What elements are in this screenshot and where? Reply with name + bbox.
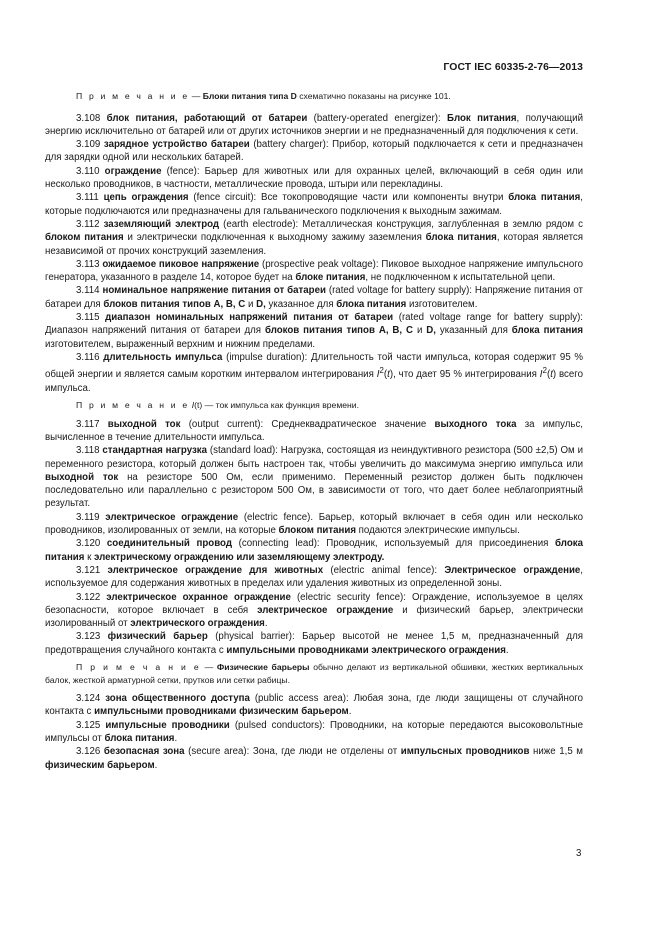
note-impulse-current xyxy=(45,399,583,412)
note-text: обычно делают из вертикальной обшивки, жестких вертикальных балок, жесткой арматурной сетки, прутков или сетки рабицы. xyxy=(45,662,584,685)
clause-3-111 xyxy=(45,191,583,218)
term-ref: Блоки питания типа D xyxy=(202,91,297,101)
clause-number: 3.118 xyxy=(76,445,100,457)
text: (fence): Барьер для животных или для охранных целей, включающий в себя один или несколько проводников, в частности, металлические провода, штыри или перекладины. xyxy=(45,165,583,191)
clause-3-123 xyxy=(45,630,583,657)
text: за импульс, вычисленное в течение длительности импульса. xyxy=(45,418,583,443)
term: стандартная нагрузка xyxy=(102,445,208,457)
math-var: I xyxy=(191,400,195,411)
term-ref: электрического ограждения xyxy=(130,618,265,630)
text: (prospective peak voltage): Пиковое выходное напряжение импульсного генератора, указанного в разделе 14, которое будет на xyxy=(45,258,584,284)
math-var: I xyxy=(376,369,380,381)
term-ref: блоком питания xyxy=(45,232,124,244)
math-sup: 2 xyxy=(379,366,384,376)
term-ref: блока питания xyxy=(104,733,175,745)
text: , которые подключаются или предназначены для гальванического подключения к выходным зажимам. xyxy=(45,192,583,217)
term: зона общественного доступа xyxy=(105,693,250,705)
text: (physical barrier): Барьер высотой не менее 1,5 м, предназначенный для предотвращения случайного контакта с xyxy=(45,631,583,656)
clause-number: 3.112 xyxy=(76,218,100,230)
term-ref: Физические барьеры xyxy=(216,662,310,672)
text: (battery-operated energizer): xyxy=(307,112,447,124)
term-ref: физическим барьером xyxy=(45,759,155,771)
text: (pulsed conductors): Проводники, на которые передаются высоковольтные импульсы от xyxy=(45,719,583,745)
text: на резисторе 500 Ом, если применимо. Переменный резистор должен быть подключен последовательно или параллельно с резистором 500 Ом, в зависимости от того, что дает более неблагоприятный результат. xyxy=(45,471,583,510)
text: . xyxy=(264,618,268,630)
term-ref: электрическое ограждение xyxy=(257,604,394,616)
text: и xyxy=(413,325,427,337)
term-ref: блока питания xyxy=(511,325,583,337)
clause-3-121 xyxy=(45,564,583,591)
text: (electric animal fence): xyxy=(323,564,445,576)
clause-3-117 xyxy=(45,418,583,445)
clause-3-116 xyxy=(45,351,583,395)
term-ref: выходной ток xyxy=(45,471,119,483)
math-var: t xyxy=(550,369,553,381)
clause-number: 3.114 xyxy=(76,285,100,297)
note-dash: — xyxy=(191,91,201,101)
clause-3-122 xyxy=(45,591,583,631)
clause-number: 3.121 xyxy=(76,564,101,576)
term-ref: импульсными проводниками физическим барьером xyxy=(94,706,349,718)
term: длительность импульса xyxy=(103,351,223,363)
text: (connecting lead): Проводник, используемый для присоединения xyxy=(231,538,556,550)
term: ограждение xyxy=(104,165,162,177)
text: . xyxy=(174,733,178,745)
clause-number: 3.123 xyxy=(76,631,101,643)
text: и электрически подключенная к выходному зажиму заземления xyxy=(123,232,426,244)
clause-3-110 xyxy=(45,165,583,192)
clause-number: 3.108 xyxy=(76,112,101,124)
note-label: П р и м е ч а н и е xyxy=(76,662,201,672)
term: безопасная зона xyxy=(103,746,185,758)
text: . xyxy=(505,644,509,656)
text: , не подключенном к испытательной цепи. xyxy=(365,272,556,284)
text: (standard load): Нагрузка, состоящая из неиндуктивного резистора (500 ±2,5) Ом и переменного резистора, который должен быть настроен так, чтобы увеличить до максимума энергию импульса или xyxy=(45,445,583,470)
text: ), что дает 95 % интегрирования xyxy=(389,369,540,381)
term: физический барьер xyxy=(107,631,208,643)
text: (impulse duration): Длительность той части импульса, которая содержит 95 % общей энергии и является самым коротким интервалом интегрирования xyxy=(45,351,584,381)
note-text: (t) xyxy=(194,400,203,411)
clause-number: 3.124 xyxy=(76,693,101,705)
text: и xyxy=(245,298,257,310)
text: (electric fence). Барьер, который включает в себя один или несколько проводников, изолированных от земли, на которые xyxy=(45,511,583,537)
clause-number: 3.109 xyxy=(76,139,101,151)
math-var: t xyxy=(387,369,390,381)
clause-3-126 xyxy=(45,745,583,772)
clause-number: 3.110 xyxy=(76,165,100,177)
text: и физический барьер, электрически изолированный от xyxy=(45,604,583,630)
clause-number: 3.119 xyxy=(76,511,100,523)
text: указанное для xyxy=(265,298,337,310)
clause-3-119 xyxy=(45,511,583,538)
clause-3-112 xyxy=(45,218,583,258)
term-ref: импульсных проводников xyxy=(400,746,530,758)
math-sup: 2 xyxy=(542,366,547,376)
text: (fence circuit): Все токопроводящие части или компоненты внутри xyxy=(188,192,509,204)
term-ref: Электрическое ограждение xyxy=(444,564,581,576)
term-ref: блока питания xyxy=(508,192,581,204)
term: импульсные проводники xyxy=(105,719,230,731)
text: ) всего импульса. xyxy=(45,369,583,394)
clause-3-108 xyxy=(45,112,583,139)
note-text: — ток импульса как функция времени. xyxy=(202,400,359,411)
text: (public access area): Любая зона, где люди защищены от случайного контакта с xyxy=(45,693,583,718)
term: электрическое ограждение xyxy=(105,511,239,523)
term: диапазон номинальных напряжений питания от батареи xyxy=(105,312,394,324)
clause-number: 3.117 xyxy=(76,418,100,430)
term: блок питания, работающий от батареи xyxy=(106,112,308,124)
text: ( xyxy=(546,369,551,381)
term: зарядное устройство батареи xyxy=(103,139,250,151)
text: , используемое для содержания животных в пределах или удаления животных из определенной зоны. xyxy=(45,564,583,590)
note-label: П р и м е ч а н и е xyxy=(76,400,190,411)
term: соединительный провод xyxy=(106,538,232,550)
term-ref: блока питания xyxy=(45,538,583,563)
text: (rated voltage range for battery supply): Диапазон напряжений питания от батареи для xyxy=(45,312,583,337)
term: заземляющий электрод xyxy=(103,218,220,230)
clause-number: 3.125 xyxy=(76,719,101,731)
term: номинальное напряжение питания от батареи xyxy=(102,285,326,297)
text: (electric security fence): Ограждение, используемое в целях безопасности, которое включает в себя xyxy=(45,591,583,616)
clause-number: 3.115 xyxy=(76,312,100,324)
clause-3-115 xyxy=(45,311,583,351)
term: электрическое охранное ограждение xyxy=(106,591,291,603)
text: , получающий энергию исключительно от батарей или от других источников энергии и не предназначенный для подключения к сети. xyxy=(45,112,583,137)
text: изготовителем, выраженный верхним и нижним пределами. xyxy=(45,338,316,350)
term-ref: блоке питания xyxy=(295,272,366,284)
term-ref: электрическому ограждению или заземляющему электроду. xyxy=(94,551,385,563)
page-number: 3 xyxy=(576,848,582,859)
text: (battery charger): Прибор, который подключается к сети и предназначен для зарядки одной или нескольких батарей. xyxy=(45,139,583,164)
term: ожидаемое пиковое напряжение xyxy=(102,258,260,270)
clause-number: 3.126 xyxy=(76,746,101,758)
text: изготовителем. xyxy=(406,298,478,310)
term: цепь ограждения xyxy=(103,192,189,204)
text: указанный для xyxy=(435,325,512,337)
term-ref: выходного тока xyxy=(434,418,517,430)
text: ( xyxy=(383,369,388,381)
page-header-standard-id: ГОСТ IEC 60335-2-76—2013 xyxy=(443,62,583,73)
clause-number: 3.111 xyxy=(76,192,99,204)
text: ниже 1,5 м xyxy=(529,746,583,758)
term-ref: блоков питания типов А, В, С xyxy=(103,298,246,310)
clause-3-114 xyxy=(45,284,583,311)
clause-3-109 xyxy=(45,138,583,165)
term-ref: блоком питания xyxy=(278,525,356,537)
term-ref: блоков питания типов А, В, С xyxy=(264,325,414,337)
text: подаются электрические импульсы. xyxy=(355,525,520,537)
text: (rated voltage for battery supply): Напряжение питания от батареи для xyxy=(45,285,583,310)
term-ref: блока питания xyxy=(336,298,407,310)
note-type-d xyxy=(45,90,583,103)
clause-number: 3.116 xyxy=(76,351,100,363)
note-dash: — xyxy=(204,662,217,672)
text: (output current): Среднеквадратическое значение xyxy=(180,418,435,430)
term-ref: D, xyxy=(426,325,436,337)
text: к xyxy=(84,551,95,563)
text: (earth electrode): Металлическая конструкция, заглубленная в землю рядом с xyxy=(219,218,583,230)
term-ref: Блок питания xyxy=(447,112,517,124)
term: электрическое ограждение для животных xyxy=(107,564,324,576)
clause-3-118 xyxy=(45,444,583,510)
note-physical-barriers xyxy=(45,661,583,686)
page-content xyxy=(45,90,583,772)
clause-number: 3.120 xyxy=(76,538,101,550)
text: . xyxy=(348,706,352,718)
clause-number: 3.113 xyxy=(76,258,100,270)
clause-3-120 xyxy=(45,537,583,564)
term-ref: D, xyxy=(256,298,266,310)
math-var: I xyxy=(539,369,543,381)
text: (secure area): Зона, где люди не отделены от xyxy=(184,746,401,758)
note-label: П р и м е ч а н и е xyxy=(76,91,190,101)
term-ref: блока питания xyxy=(425,232,497,244)
clause-3-125 xyxy=(45,719,583,746)
term-ref: импульсными проводниками электрического ограждения xyxy=(226,644,506,656)
text: . xyxy=(154,759,158,771)
term: выходной ток xyxy=(107,418,181,430)
clause-3-113 xyxy=(45,258,583,285)
text: , которая является независимой от прочих конструкций заземления. xyxy=(45,232,584,257)
clause-3-124 xyxy=(45,692,583,719)
note-text: схематично показаны на рисунке 101. xyxy=(296,91,451,101)
clause-number: 3.122 xyxy=(76,591,101,603)
